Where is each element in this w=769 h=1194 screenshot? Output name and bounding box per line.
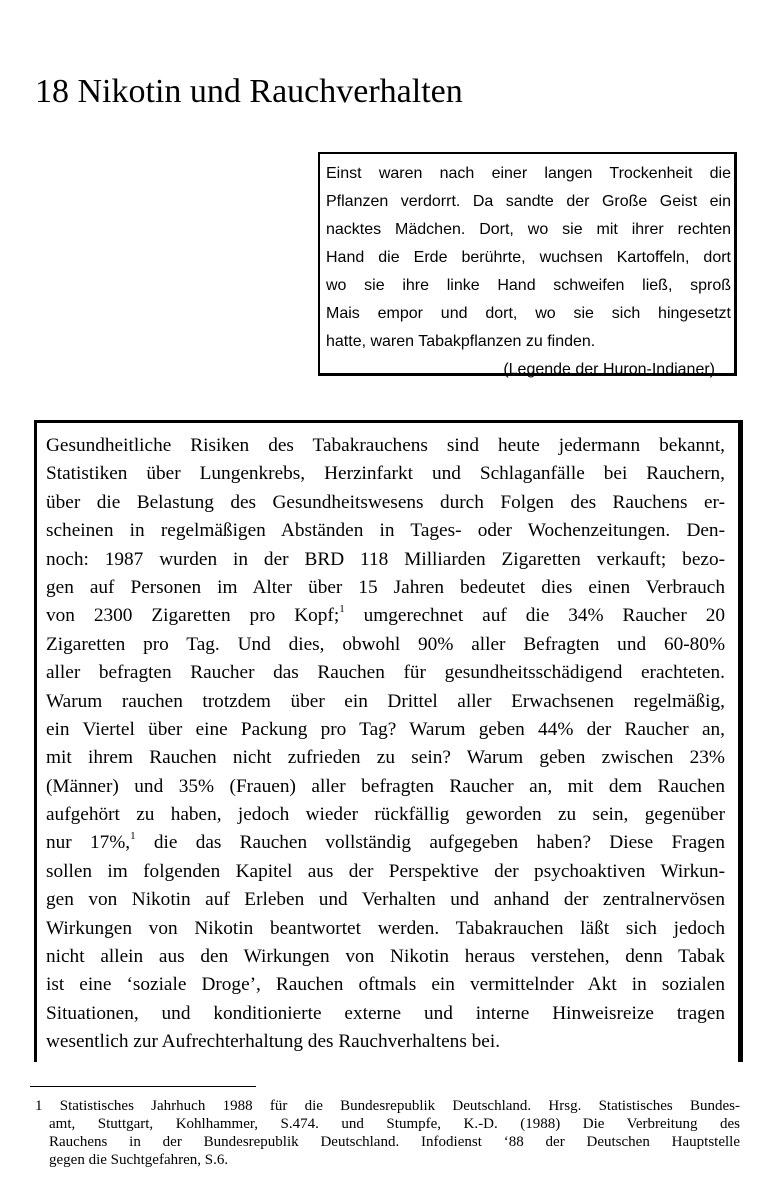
- footnote-line: Rauchens in der Bundesrepublik Deutschland. Infodienst ‘88 der Deutschen Hauptstelle: [49, 1134, 740, 1150]
- intro-line: Wirkungen von Nikotin beantwortet werden. Tabakrauchen läßt sich jedoch: [46, 917, 725, 939]
- intro-line: ist eine ‘soziale Droge’, Rauchen oftmals ein vermittelnder Akt in sozialen: [46, 974, 725, 996]
- legend-line: hatte, waren Tabakpflanzen zu finden.: [326, 333, 596, 350]
- intro-line: [46, 602, 725, 630]
- legend-line: Pflanzen verdorrt. Da sandte der Große Geist ein: [326, 193, 731, 210]
- footnote-line: amt, Stuttgart, Kohlhammer, S.474. und Stumpfe, K.-D. (1988) Die Verbreitung des: [49, 1116, 740, 1132]
- legend-line: wo sie ihre linke Hand schweifen ließ, sproß: [326, 277, 731, 294]
- intro-line: Statistiken über Lungenkrebs, Herzinfarkt und Schlaganfälle bei Rauchern,: [46, 463, 725, 485]
- legend-line: Mais empor und dort, wo sie sich hingesetzt: [326, 305, 731, 322]
- intro-line: gen auf Personen im Alter über 15 Jahren bedeutet dies einen Verbrauch: [46, 576, 725, 598]
- intro-line: sollen im folgenden Kapitel aus der Perspektive der psychoaktiven Wirkun-: [46, 860, 725, 882]
- intro-line-part: nur 17%,: [46, 832, 131, 854]
- intro-line-part: von 2300 Zigaretten pro Kopf;: [46, 605, 340, 627]
- intro-line: wesentlich zur Aufrechterhaltung des Rauchverhaltens bei.: [46, 1031, 501, 1053]
- intro-line: Gesundheitliche Risiken des Tabakrauchens sind heute jedermann bekannt,: [46, 435, 725, 456]
- intro-line: über die Belastung des Gesundheitswesens durch Folgen des Rauchens er-: [46, 491, 725, 513]
- intro-line: noch: 1987 wurden in der BRD 118 Milliarden Zigaretten verkauft; bezo-: [46, 548, 725, 570]
- intro-line: Zigaretten pro Tag. Und dies, obwohl 90% aller Befragten und 60-80%: [46, 633, 725, 655]
- intro-line: nicht allein aus den Wirkungen von Nikotin heraus verstehen, denn Tabak: [46, 946, 725, 968]
- intro-line: Warum rauchen trotzdem über ein Drittel aller Erwachsenen regelmäßig,: [46, 690, 725, 712]
- intro-text-box: [34, 420, 743, 1062]
- footnote-line: gegen die Suchtgefahren, S.6.: [49, 1152, 229, 1168]
- footnote-divider: [30, 1086, 256, 1087]
- legend-quote-box: [318, 152, 737, 376]
- intro-line: mit ihrem Rauchen nicht zufrieden zu sein? Warum geben zwischen 23%: [46, 747, 725, 769]
- legend-line: nacktes Mädchen. Dort, wo sie mit ihrer rechten: [326, 221, 731, 238]
- footnote-ref[interactable]: 1: [130, 830, 136, 843]
- footnote: [35, 1097, 740, 1169]
- intro-line: gen von Nikotin auf Erleben und Verhalten und anhand der zentralnervösen: [46, 889, 725, 911]
- chapter-title: 18 Nikotin und Rauchverhalten: [35, 73, 463, 110]
- intro-line: (Männer) und 35% (Frauen) aller befragten Raucher an, mit dem Rauchen: [46, 775, 725, 797]
- intro-line: aller befragten Raucher das Rauchen für gesundheitsschädigend erachteten.: [46, 662, 725, 684]
- legend-source: (Legende der Huron-Indianer): [503, 361, 715, 378]
- footnote-line: 1 Statistisches Jahrhuch 1988 für die Bundesrepublik Deutschland. Hrsg. Statistisches Bundes-: [35, 1098, 740, 1114]
- intro-line-part: die das Rauchen vollständig aufgegeben haben? Diese Fragen: [153, 832, 725, 854]
- intro-line-part: umgerechnet auf die 34% Raucher 20: [363, 605, 725, 627]
- intro-line: [46, 829, 725, 857]
- footnote-ref[interactable]: 1: [339, 603, 345, 616]
- intro-line: aufgehört zu haben, jedoch wieder rückfällig geworden zu sein, gegenüber: [46, 804, 725, 826]
- intro-line: Situationen, und konditionierte externe und interne Hinweisreize tragen: [46, 1002, 725, 1024]
- legend-line: Hand die Erde berührte, wuchsen Kartoffeln, dort: [326, 249, 731, 266]
- intro-line: ein Viertel über eine Packung pro Tag? Warum geben 44% der Raucher an,: [46, 718, 725, 740]
- intro-line: scheinen in regelmäßigen Abständen in Tages- oder Wochenzeitungen. Den-: [46, 520, 725, 542]
- legend-line: Einst waren nach einer langen Trockenheit die: [326, 165, 731, 182]
